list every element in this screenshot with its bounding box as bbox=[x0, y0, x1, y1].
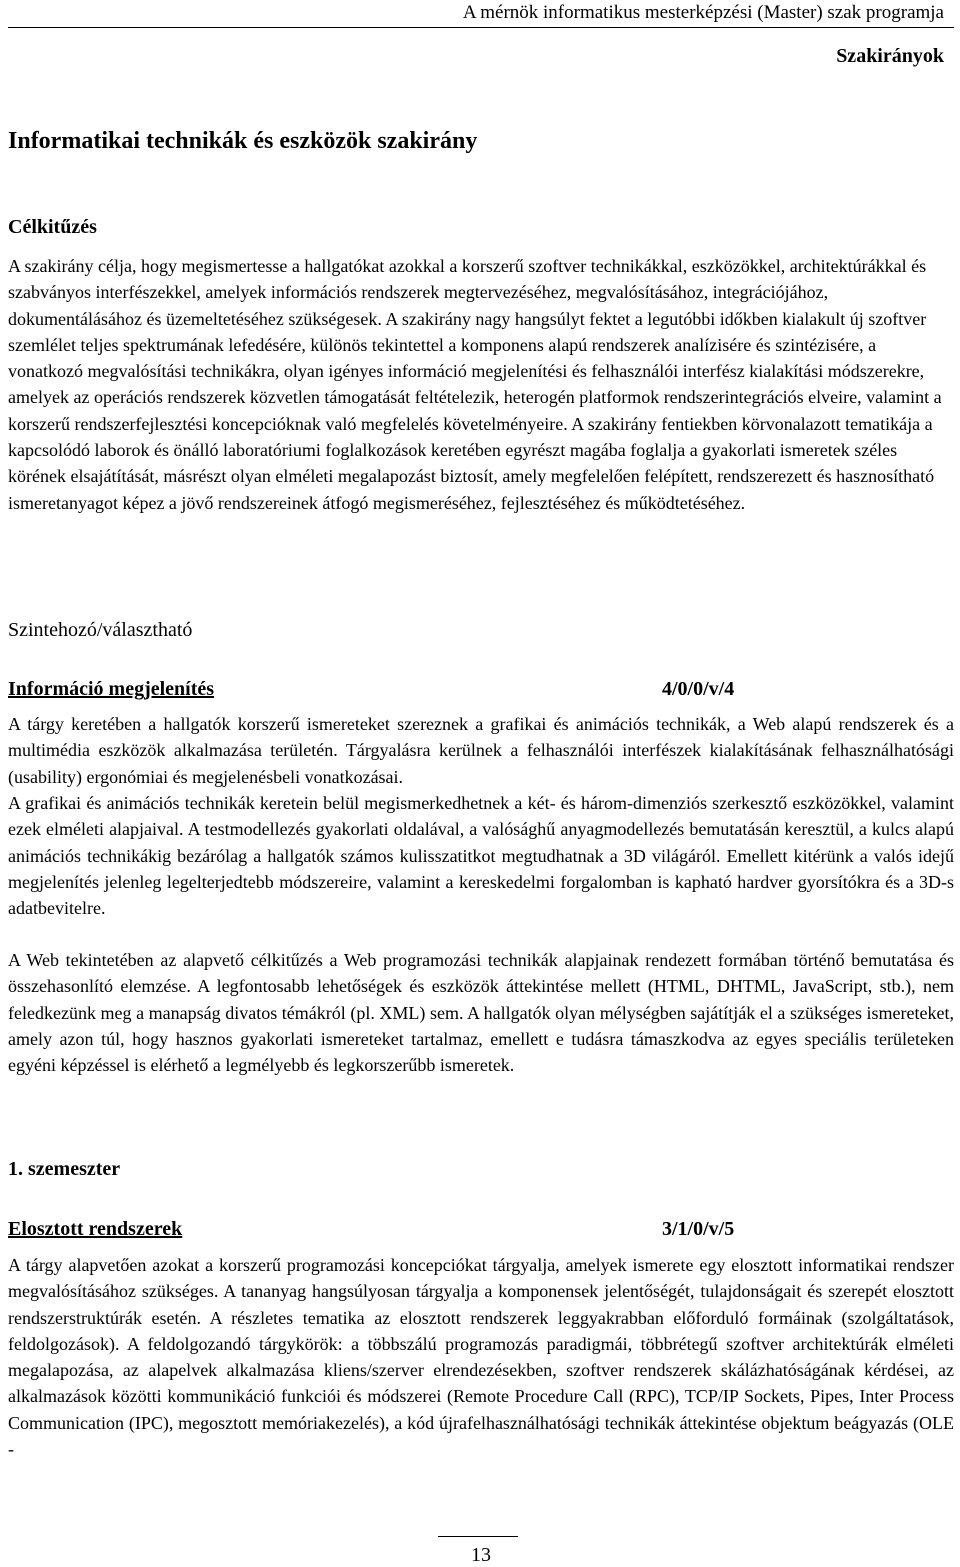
elective-heading: Szintehozó/választható bbox=[8, 619, 193, 641]
course-description-para-1: A tárgy alapvetően azokat a korszerű programozási koncepciókat tárgyalja, amelyek ismerete egy elosztott informatikai rendszer megvalósításához szükséges. A tananyag hangsúlyosan tárgyalja a komponensek jelentőségét, tulajdonságait és szerepét elosztott rendszerstruktúrák esetén. A részletes tematika az elosztott rendszerek leggyakrabban előforduló formáinak (szolgáltatások, feldolgozások). A feldolgozandó tárgykörök: a többszálú programozás paradigmái, többrétegű szoftver architektúrák elméleti megalapozása, az alapelvek alkalmazása kliens/szerver elrendezésekben, szoftver rendszerek skálázhatóságának kérdései, az alkalmazások közötti kommunikáció funkciói és módszerei (Remote Procedure Call (RPC), TCP/IP Sockets, Pipes, Inter Process Communication (IPC), megosztott memóriakezelés), a kód újrafelhasználhatósági technikák áttekintése objektum beágyazás (OLE - bbox=[8, 1255, 954, 1460]
course-name: Információ megjelenítés bbox=[8, 678, 215, 700]
page-number: 13 bbox=[471, 1544, 491, 1566]
course-code: 4/0/0/v/4 bbox=[662, 678, 735, 700]
course-code: 3/1/0/v/5 bbox=[662, 1218, 735, 1240]
document-page bbox=[8, 0, 954, 1567]
semester-heading: 1. szemeszter bbox=[8, 1158, 121, 1180]
course-name: Elosztott rendszerek bbox=[8, 1218, 183, 1240]
header-rule bbox=[8, 27, 954, 28]
course-description-para-1: A tárgy keretében a hallgatók korszerű ismereteket szereznek a grafikai és animációs technikák, a Web alapú rendszerek és a multimédia eszközök alkalmazása területén. Tárgyalásra kerülnek a felhasználói interfészek kialakításának felhasználhatósági (usability) ergonómiai és megjelenésbeli vonatkozásai. bbox=[8, 714, 954, 787]
objective-heading: Célkitűzés bbox=[8, 216, 97, 238]
course-description-para-2: A grafikai és animációs technikák keretein belül megismerkedhetnek a két- és három-dimenziós szerkesztő eszközökkel, valamint ezek elméleti alapjaival. A testmodellezés gyakorlati oldalával, a valósághű anyagmodellezés bemutatásán keresztül, a kulcs alapú animációs technikákig bezárólag a hallgatók számos kulisszatitkot megtudhatnak a 3D világáról. Emellett kitérünk a valós idejű megjelenítés jelenleg legelterjedtebb módszereire, valamint a kereskedelmi forgalomban is kapható hardver gyorsítókra és a 3D-s adatbevitelre. bbox=[8, 793, 954, 919]
section-title: Szakirányok bbox=[836, 45, 944, 67]
specialization-title: Informatikai technikák és eszközök szakirány bbox=[8, 128, 478, 154]
objective-text: A szakirány célja, hogy megismertesse a hallgatókat azokkal a korszerű szoftver technikákkal, eszközökkel, architektúrákkal és szabványos interfészekkel, amelyek információs rendszerek megtervezéséhez, megvalósításához, integrációjához, dokumentálásához és üzemeltetéséhez szükségesek. A szakirány nagy hangsúlyt fektet a legutóbbi időkben kialakult új szoftver szemlélet teljes spektrumának lefedésére, különös tekintettel a komponens alapú rendszerek analízisére és szintézisére, a vonatkozó megvalósítási technikákra, olyan igényes információ megjelenítési és felhasználói interfész kialakítási módszerekre, amelyek az operációs rendszerek közvetlen támogatását feltételezik, heterogén platformok rendszerintegrációs elveire, valamint a korszerű rendszerfejlesztési koncepcióknak való megfelelés követelményeire. A szakirány fentiekben körvonalazott tematikája a kapcsolódó laborok és önálló laboratóriumi foglalkozások keretében egyrészt magába foglalja a gyakorlati ismeretek széles körének elsajátítását, másrészt olyan elméleti megalapozást biztosít, amely megfelelően felépített, rendszerezett és hasznosítható ismeretanyagot képez a jövő rendszereinek átfogó megismeréséhez, fejlesztéséhez és működtetéséhez. bbox=[8, 256, 942, 513]
course-description-para-3: A Web tekintetében az alapvető célkitűzés a Web programozási technikák alapjainak rendezett formában történő bemutatása és összehasonlító elemzése. A legfontosabb lehetőségek és eszközök áttekintése mellett (HTML, DHTML, JavaScript, stb.), nem feledkezünk meg a manapság divatos témákról (pl. XML) sem. A hallgatók olyan mélységben sajátítják el a szükséges ismereteket, amely azon túl, hogy hasznos gyakorlati ismereteket tartalmaz, emellett e tudásra támaszkodva az egyes speciális területeken egyéni képzéssel is elérhető a legmélyebb és legkorszerűbb ismeretek. bbox=[8, 950, 954, 1076]
footer-rule bbox=[438, 1536, 518, 1537]
running-header: A mérnök informatikus mesterképzési (Master) szak programja bbox=[462, 2, 944, 23]
